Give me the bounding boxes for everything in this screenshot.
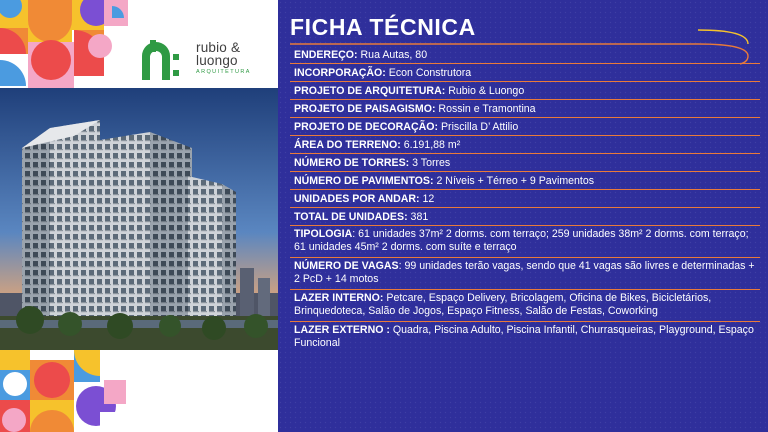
spec-label: TIPOLOGIA (294, 228, 353, 240)
spec-list (290, 46, 760, 354)
spec-value: 12 (422, 193, 435, 205)
spec-row-arquitetura (290, 82, 760, 100)
spec-label: NÚMERO DE VAGAS (294, 260, 399, 272)
logo-line-2: luongo (196, 53, 238, 68)
spec-label: PROJETO DE ARQUITETURA: (294, 85, 446, 97)
logo-wordmark (196, 41, 251, 75)
spec-row-decoracao (290, 118, 760, 136)
spec-value: Rua Autas, 80 (360, 49, 428, 61)
spec-value: Priscilla D’ Attilio (440, 121, 519, 133)
spec-value: Rubio & Luongo (448, 85, 525, 97)
spec-row-lazer-interno (290, 290, 760, 322)
spec-label: NÚMERO DE PAVIMENTOS: (294, 175, 434, 187)
spec-value: 381 (410, 211, 429, 223)
spec-label: ENDEREÇO: (294, 49, 358, 61)
spec-label: LAZER EXTERNO : (294, 324, 390, 336)
building-rendering (0, 88, 278, 350)
spec-row-lazer-externo (290, 322, 760, 354)
spec-row-total-unidades (290, 208, 760, 226)
decorative-shapes-top (0, 0, 140, 88)
spec-row-torres (290, 154, 760, 172)
spec-value: Rossin e Tramontina (438, 103, 536, 115)
decorative-shapes-bottom (0, 350, 140, 432)
spec-label: PROJETO DE DECORAÇÃO: (294, 121, 439, 133)
spec-value: 6.191,88 m² (403, 139, 461, 151)
spec-label: ÁREA DO TERRENO: (294, 139, 401, 151)
spec-row-vagas (290, 258, 760, 290)
spec-row-area-terreno (290, 136, 760, 154)
spec-row-pavimentos (290, 172, 760, 190)
spec-label: INCORPORAÇÃO: (294, 67, 386, 79)
spec-value: Petcare, Espaço Delivery, Bricolagem, Oficina de Bikes, Bicicletários, Brinquedoteca, Salão de Jogos, Espaço Fitness, Salão de Festas, Coworking (294, 292, 712, 317)
spec-label: UNIDADES POR ANDAR: (294, 193, 420, 205)
spec-label: PROJETO DE PAISAGISMO: (294, 103, 436, 115)
spec-value: : 99 unidades terão vagas, sendo que 41 vagas são livres e determinadas + 2 PcD + 14 motos (294, 260, 755, 285)
rubio-luongo-logo (140, 40, 275, 80)
page-title: FICHA TÉCNICA (290, 14, 476, 40)
spec-value: Econ Construtora (388, 67, 472, 79)
spec-label: LAZER INTERNO: (294, 292, 384, 304)
spec-row-tipologia (290, 226, 760, 258)
spec-value: 2 Níveis + Térreo + 9 Pavimentos (436, 175, 595, 187)
left-panel (0, 0, 278, 432)
spec-value: Quadra, Piscina Adulto, Piscina Infantil, Churrasqueiras, Playground, Espaço Funcional (294, 324, 754, 349)
logo-mark-icon (140, 40, 182, 80)
spec-label: TOTAL DE UNIDADES: (294, 211, 408, 223)
logo-line-3: ARQUITETURA (196, 69, 251, 75)
spec-value: : 61 unidades 37m² 2 dorms. com terraço; 259 unidades 38m² 2 dorms. com terraço; 61 unidades 45m² 2 dorms. com suíte e terraço (294, 228, 749, 253)
spec-row-endereco (290, 46, 760, 64)
logo-line-1: rubio & (196, 40, 241, 55)
spec-value: 3 Torres (412, 157, 451, 169)
technical-sheet-panel (278, 0, 768, 432)
spec-row-unidades-andar (290, 190, 760, 208)
spec-row-paisagismo (290, 100, 760, 118)
spec-label: NÚMERO DE TORRES: (294, 157, 410, 169)
spec-row-incorporacao (290, 64, 760, 82)
